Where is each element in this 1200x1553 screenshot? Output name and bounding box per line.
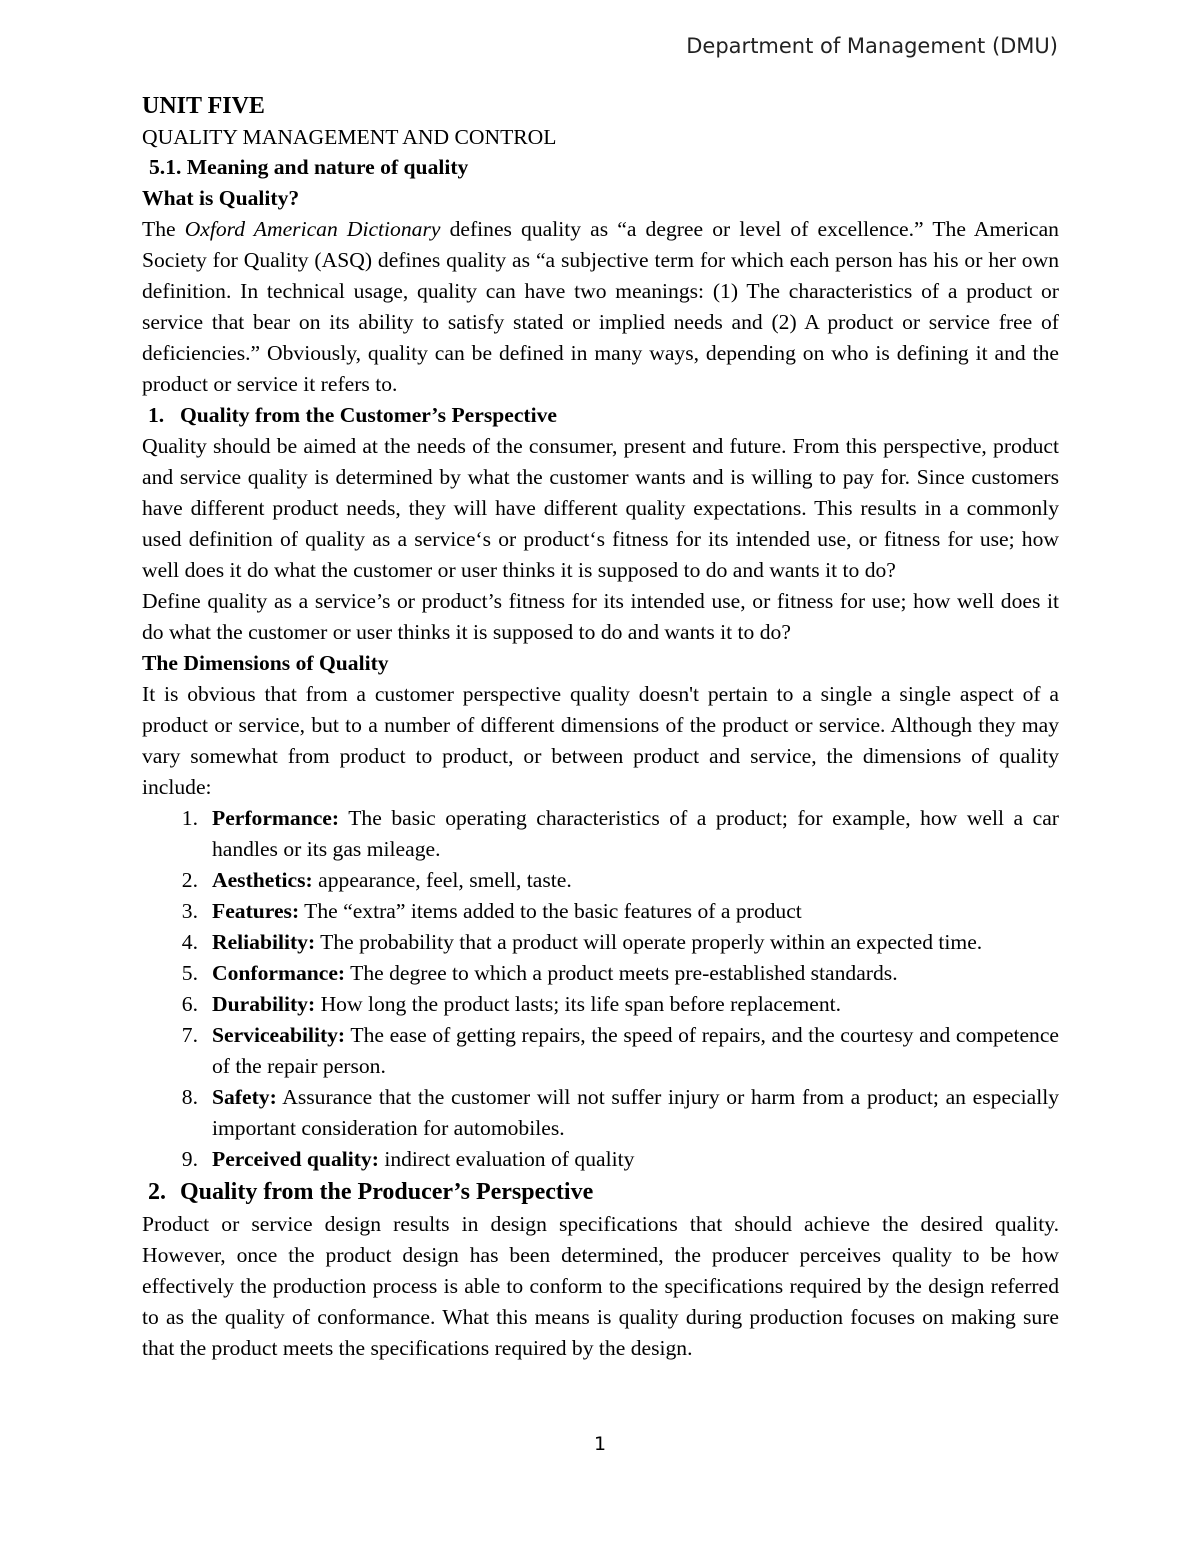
list-item xyxy=(142,1144,1059,1175)
page-header: Department of Management (DMU) xyxy=(686,34,1058,58)
list-number: 9. xyxy=(181,1147,198,1171)
list-number: 6. xyxy=(181,992,198,1016)
dimension-term: Reliability: xyxy=(212,930,316,954)
list-item xyxy=(142,958,1059,989)
list-item xyxy=(142,1082,1059,1144)
heading-number: 2. xyxy=(148,1179,166,1205)
dimension-term: Conformance: xyxy=(212,961,346,985)
page-number: 1 xyxy=(593,1433,607,1455)
dimension-term: Safety: xyxy=(212,1085,277,1109)
dimensions-list xyxy=(142,803,1059,1175)
list-item xyxy=(142,989,1059,1020)
list-number: 4. xyxy=(181,930,198,954)
list-item xyxy=(142,865,1059,896)
dimensions-intro: It is obvious that from a customer perspective quality doesn't pertain to a single a single aspect of a product or service, but to a number of different dimensions of the product or service. Although they may vary somewhat from product to product, or between product and service, the dimensions of quality include: xyxy=(142,682,1059,799)
customer-definition-paragraph: Define quality as a service’s or product’s fitness for its intended use, or fitness for use; how well does it do what the customer or user thinks it is supposed to do and wants it to do? xyxy=(142,589,1059,644)
dimension-text: Assurance that the customer will not suffer injury or harm from a product; an especially important consideration for automobiles. xyxy=(212,1085,1059,1140)
dimension-term: Durability: xyxy=(212,992,316,1016)
list-item xyxy=(142,1020,1059,1082)
dimension-text: The “extra” items added to the basic features of a product xyxy=(299,899,802,923)
dimension-text: The ease of getting repairs, the speed of repairs, and the courtesy and competence of the repair person. xyxy=(212,1023,1059,1078)
dimension-text: appearance, feel, smell, taste. xyxy=(312,868,572,892)
list-item xyxy=(142,803,1059,865)
list-item xyxy=(142,927,1059,958)
unit-subtitle: QUALITY MANAGEMENT AND CONTROL xyxy=(142,125,557,149)
producer-perspective-heading xyxy=(142,1175,1059,1209)
heading-text: Quality from the Customer’s Perspective xyxy=(180,403,557,427)
list-number: 8. xyxy=(181,1085,198,1109)
dimension-term: Features: xyxy=(212,899,300,923)
list-number: 1. xyxy=(181,806,198,830)
dimension-text: How long the product lasts; its life span before replacement. xyxy=(315,992,842,1016)
dimension-term: Perceived quality: xyxy=(212,1147,379,1171)
list-number: 5. xyxy=(181,961,198,985)
producer-paragraph: Product or service design results in design specifications that should achieve the desired quality. However, once the product design has been determined, the producer perceives quality to be how effectively the production process is able to conform to the specifications required by the design referred to as the quality of conformance. What this means is quality during production focuses on making sure that the product meets the specifications required by the design. xyxy=(142,1212,1059,1360)
list-number: 3. xyxy=(181,899,198,923)
heading-text: Quality from the Producer’s Perspective xyxy=(180,1179,594,1205)
dictionary-title: Oxford American Dictionary xyxy=(184,217,441,241)
section-heading: 5.1. Meaning and nature of quality xyxy=(149,155,469,179)
list-number: 2. xyxy=(181,868,198,892)
intro-paragraph xyxy=(142,214,1059,400)
page-content xyxy=(142,90,1059,1364)
list-item xyxy=(142,896,1059,927)
intro-text-rest: defines quality as “a degree or level of excellence.” The American Society for Quality (ASQ) defines quality as “a subjective term for which each person has his or her own definition. In technical usage, quality can have two meanings: (1) The characteristics of a product or service that bear on its ability to satisfy stated or implied needs and (2) A product or service free of deficiencies.” Obviously, quality can be defined in many ways, depending on who is defining it and the product or service it refers to. xyxy=(142,217,1059,396)
dimension-text: The probability that a product will operate properly within an expected time. xyxy=(315,930,983,954)
intro-text-start: The xyxy=(142,217,185,241)
what-is-quality-heading: What is Quality? xyxy=(142,186,300,210)
dimension-term: Serviceability: xyxy=(212,1023,346,1047)
customer-perspective-heading xyxy=(142,400,1059,431)
unit-title: UNIT FIVE xyxy=(142,93,265,119)
dimension-text: The basic operating characteristics of a product; for example, how well a car handles or its gas mileage. xyxy=(212,806,1059,861)
dimension-text: The degree to which a product meets pre-established standards. xyxy=(345,961,898,985)
dimensions-heading: The Dimensions of Quality xyxy=(142,651,389,675)
dimension-term: Aesthetics: xyxy=(212,868,313,892)
customer-paragraph: Quality should be aimed at the needs of the consumer, present and future. From this perspective, product and service quality is determined by what the customer wants and is willing to pay for. Since customers have different product needs, they will have different quality expectations. This results in a commonly used definition of quality as a service‘s or product‘s fitness for its intended use, or fitness for use; how well does it do what the customer or user thinks it is supposed to do and wants it to do? xyxy=(142,434,1059,582)
list-number: 7. xyxy=(181,1023,198,1047)
heading-number: 1. xyxy=(148,403,165,427)
dimension-text: indirect evaluation of quality xyxy=(378,1147,635,1171)
dimension-term: Performance: xyxy=(212,806,340,830)
